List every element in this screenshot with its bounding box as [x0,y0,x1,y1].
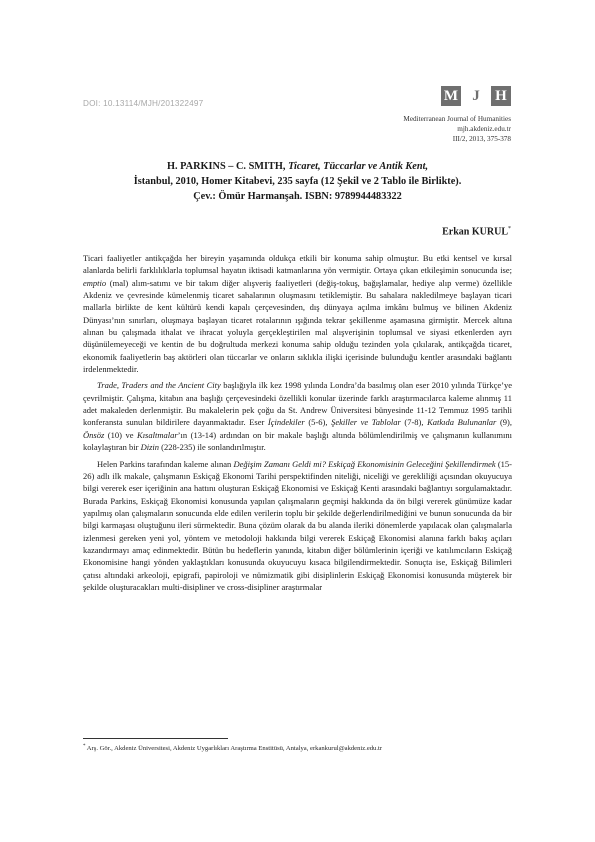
title-line-2: İstanbul, 2010, Homer Kitabevi, 235 sayfa (12 Şekil ve 2 Tablo ile Birlikte). [133,175,462,187]
journal-logo [441,86,516,106]
author-footnote-mark: * [508,226,511,232]
text-run: Ticari faaliyetler antikçağda her bireyin yaşamında oldukça etkili bir konuma sahip olmuştur. Bu etki kentsel ve kırsal alanlarda belirli farklılıklarla toplumsal hayatın iktisadi katmanlarına yön vermiştir. Ortaya çıkan etkileşimin sonucunda ise; [83,253,512,276]
footnote-divider [83,738,228,739]
italic-text-run: Değişim Zamanı Geldi mi? Eskiçağ Ekonomisinin Geleceğini Şekillendirmek [233,458,496,469]
title-book-name: Ticaret, Tüccarlar ve Antik Kent, [288,161,429,172]
italic-text-run: Kısaltmalar [137,429,178,440]
text-run: başlığıyla ilk kez 1998 yılında Londra’da basılmış olan eser 2010 yılında Türkçe’ye çevrilmiştir. Çalışma, kitabın ana başlığı çerçevesindeki özellikli konular üzerinde farklı araştırmacılarca kaleme alınmış 11 adet makaleden derlenmiştir. Bu makalelerin pek çoğu da St. Andrew Üniversitesi bünyesinde 11-12 Temmuz 1995 tarihli konferansta sunulan bildirilere dayanmaktadır. Eser [83,380,512,428]
logo-letter-m: M [441,86,461,106]
logo-letter-h: H [491,86,511,106]
italic-text-run: Katkıda Bulunanlar [427,417,497,428]
doi-text: DOI: 10.13114/MJH/201322497 [83,99,204,108]
text-run: Helen Parkins tarafından kaleme alınan [97,458,234,469]
footnote [83,744,382,752]
journal-name: Mediterranean Journal of Humanities [403,115,511,123]
title-authors: H. PARKINS – C. SMITH, [166,161,286,172]
text-run: ’ın (13-14) ardından on bir makale başlığı altında bölümlendirilmiş ve çalışmanın kullanımını kolaylaştıran bir [83,429,512,453]
title-line-3: Çev.: Ömür Harmanşah. ISBN: 9789944483322 [193,190,402,202]
paragraph-1 [83,252,512,375]
review-author [442,226,511,237]
text-run: (5-6), [304,417,332,428]
text-run: (228-235) ile sonlandırılmıştır. [159,442,266,453]
paragraph-3 [83,458,512,594]
text-run: (7-8), [400,417,428,428]
logo-letter-j: J [466,86,486,106]
paragraph-2 [83,379,512,453]
italic-text-run: Şekiller ve Tablolar [331,417,401,428]
footnote-mark: * [83,744,86,749]
italic-text-run: Dizin [140,442,160,453]
italic-text-run: emptio [83,277,107,288]
article-body [83,252,512,593]
footnote-text: Arş. Gör., Akdeniz Üniversitesi, Akdeniz Uygarlıkları Araştırma Enstitüsü, Antalya, erkankurul@akdeniz.edu.tr [86,745,383,753]
text-run: (10) ve [104,429,138,440]
italic-text-run: Trade, Traders and the Ancient City [97,380,221,391]
italic-text-run: İçindekiler [267,417,305,428]
title-line-1 [90,160,505,175]
italic-text-run: Önsöz [83,429,105,440]
journal-issue: III/2, 2013, 375-378 [452,134,511,143]
review-title [90,160,505,204]
author-name: Erkan KURUL [442,226,508,238]
text-run: (mal) alım-satımı ve bir takım diğer alışveriş faaliyetleri (değiş-tokuş, bağışlamalar, hediye alıp verme) özellikle Akdeniz ve çevresinde kümelenmiş ticaret sahalarının oluşmasını tetiklemiştir. Bu sahalara nakledilmeye başlayan ticari mallarla birlikte de kent kültürü kendi kapalı çerçevesinden, dış dünyaya açılma imkânı bulmuş ve bilinen Akdeniz Dünyası’nın sınırları, oluşmaya başlayan ticaret rotalarının ışığında tekrar şekillenme aşamasına girmiştir. Mercek altına alınan bu çalışmada ithalat ve ihracat yoluyla gerçekleştirilen mal alışverişinin toplumsal ve siyasi etkenlerden ayrı düşünülemeyeceği ve kentin de bu doğrultuda merkezi konuma sahip olduğu tezinden yola çıkılarak, antikçağda ticaret, ekonomik faaliyetlerin baş aktörleri olan tüccarlar ve onların sıklıkla ilişki içerisinde bulunduğu kentler arasındaki bağlantı irdelenmektedir. [83,277,512,375]
text-run: (9), [496,417,513,428]
journal-info [403,115,511,144]
journal-url: mjh.akdeniz.edu.tr [457,124,511,133]
text-run: (15-26) adlı ilk makale, çalışmanın Eskiçağ Ekonomi Tarihi perspektifinden niteliği, niceliği ve gerekliliği açısından okuyucuya bilgi vererek eser içeriğinin ana hattını oluşturan Eskiçağ Ekonomisi ve Eskiçağ Kenti arasındaki bağlantıyı sorgulamaktadır. Burada Parkins, Eskiçağ Ekonomisi konusunda yapılan çalışmaların geçmişi hakkında da ön bilgi vererek günümüze kadar yapılmış olan çalışmaların sonucunda elde edilen verilerin toplu bir şekilde değerlendirilmediğini ve bunun sonucunda da bir bilgi karmaşası oluştuğunu ileri sürmektedir. Buna çözüm olarak da bu alanda ileriki dönemlerde yapılacak olan çalışmalarla izlenmesi gereken yeni yol, yöntem ve metodoloji hakkında bilgi vererek Eskiçağ Ekonomisi alanına farklı bakış açıları kazandırmayı amaç edinmektedir. Bütün bu hedeflerin yanında, kitabın diğer bölümlerinin içeriği ve katılımcıların Eskiçağ Ekonomisine hangi yönden yaklaştıkları konusunda okuyucuyu kısaca bilgilendirmektedir. Sonuçta ise, Eskiçağ Bilimleri çatısı altındaki arkeoloji, epigrafi, papiroloji ve nümizmatik gibi disiplinlerin Eskiçağ Ekonomisi konusunda müşterek bir şekilde oluşturacakları multi-disipliner ve cross-disipliner araştırmalar [83,458,512,592]
